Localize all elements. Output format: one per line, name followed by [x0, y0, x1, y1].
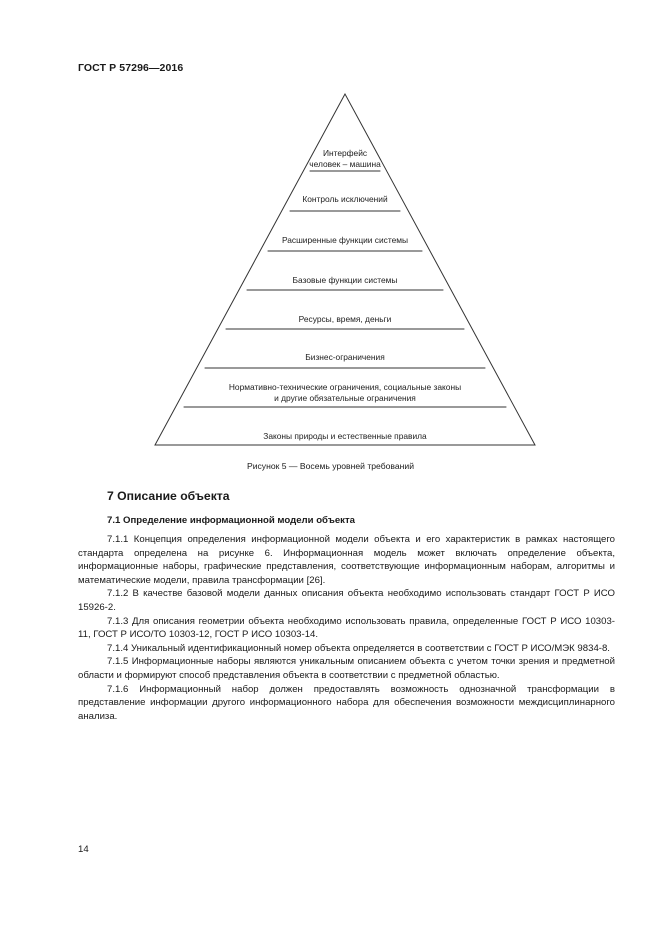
- level-3-label: Бизнес-ограничения: [305, 352, 385, 362]
- level-1-label: Законы природы и естественные правила: [263, 431, 427, 441]
- section-body: [78, 533, 615, 723]
- paragraph-7-1-5: 7.1.5 Информационные наборы являются уникальным описанием объекта с учетом точки зрения и предметной области и формируют способ представления объекта в соответствии с предметной областью.: [78, 656, 615, 681]
- level-4-label: Ресурсы, время, деньги: [298, 314, 392, 324]
- page-number: 14: [78, 844, 89, 855]
- subsection-title: 7.1 Определение информационной модели объекта: [107, 515, 356, 526]
- level-6-label: Расширенные функции системы: [281, 235, 409, 245]
- paragraph-7-1-1: 7.1.1 Концепция определения информационной модели объекта и его характеристик в рамках настоящего стандарта определена на рисунке 6. Информационная модель может включать определение объекта, информационные наборы, графические представления, соответствующие информационным наборам, алгоритмы и математические модели, правила трансформации [26].: [78, 534, 615, 586]
- level-5-label: Базовые функции системы: [292, 275, 398, 285]
- paragraph-7-1-4: 7.1.4 Уникальный идентификационный номер объекта определяется в соответствии с ГОСТ Р ИСО/МЭК 9834-8.: [107, 642, 610, 654]
- level-8-label: Интерфейс человек – машина: [309, 148, 381, 169]
- level-2-label: Нормативно-технические ограничения, социальные законы и другие обязательные ограничения: [228, 382, 462, 403]
- paragraph-7-1-6: 7.1.6 Информационный набор должен предоставлять возможность однозначной трансформации в представление информации другого информационного набора для обеспечения возможности междисциплинарного анализа.: [78, 683, 615, 722]
- document-header: ГОСТ Р 57296—2016: [78, 62, 184, 74]
- figure-caption: Рисунок 5 — Восемь уровней требований: [246, 461, 415, 471]
- level-7-label: Контроль исключений: [302, 194, 388, 204]
- section-title: 7 Описание объекта: [107, 489, 230, 503]
- requirements-pyramid-figure: [0, 0, 661, 460]
- paragraph-7-1-3: 7.1.3 Для описания геометрии объекта необходимо использовать правила, определенные ГОСТ Р ИСО 10303-11, ГОСТ Р ИСО/ТО 10303-12, ГОСТ Р ИСО 10303-14.: [78, 615, 615, 641]
- paragraph-7-1-2: 7.1.2 В качестве базовой модели данных описания объекта необходимо использовать стандарт ГОСТ Р ИСО 15926-2.: [78, 588, 615, 613]
